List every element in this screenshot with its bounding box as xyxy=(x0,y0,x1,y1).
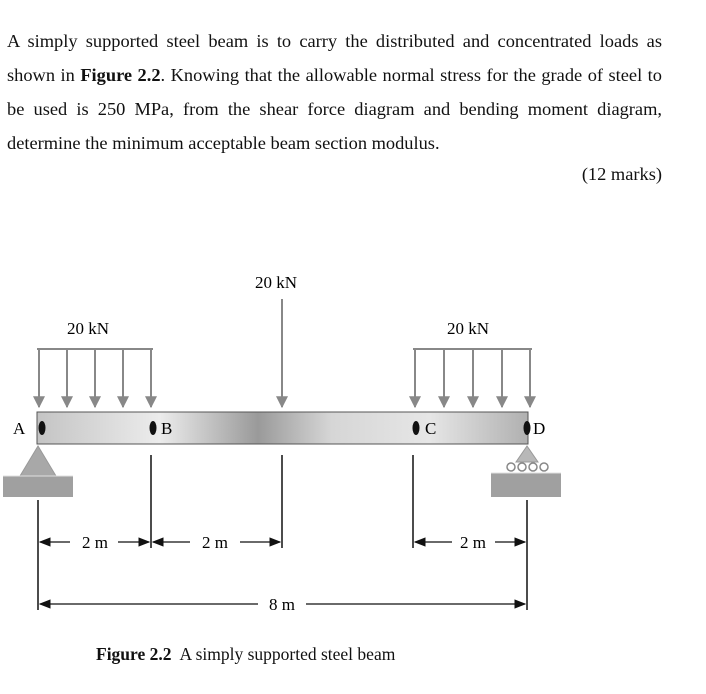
marks-label: (12 marks) xyxy=(581,164,662,184)
point-a-marker xyxy=(39,421,46,435)
problem-text-part2: . Knowing that the allowable normal stress for the grade of steel to be used is 250 MPa, from the shear force diagram and bending moment diagram, determine the minimum acceptable beam section modulus. xyxy=(7,65,662,153)
point-d-marker xyxy=(524,421,531,435)
point-c-label: C xyxy=(425,419,437,438)
point-d-label: D xyxy=(533,419,546,438)
dim-cd-label: 2 m xyxy=(460,533,486,552)
caption-text: A simply supported steel beam xyxy=(179,644,396,664)
point-a-label: A xyxy=(13,419,26,438)
problem-text-part1: A simply supported steel beam is to carry the distributed and concentrated loads as shown in xyxy=(7,31,662,85)
dimension-extension-lines xyxy=(38,455,527,610)
caption-label: Figure 2.2 xyxy=(96,644,172,664)
right-load-label: 20 kN xyxy=(446,319,490,338)
left-distributed-load xyxy=(37,349,153,407)
center-load-label: 20 kN xyxy=(254,273,298,292)
left-load-label: 20 kN xyxy=(66,319,110,338)
steel-beam xyxy=(37,412,528,444)
figure-reference: Figure 2.2 xyxy=(80,65,161,85)
figure-caption xyxy=(96,644,395,665)
point-b-marker xyxy=(150,421,157,435)
pin-support-a xyxy=(3,446,73,497)
point-c-marker xyxy=(413,421,420,435)
point-b-label: B xyxy=(161,419,173,438)
dim-ab-label: 2 m xyxy=(82,533,108,552)
right-distributed-load xyxy=(413,349,532,407)
roller-support-d xyxy=(491,446,561,497)
dim-b-mid-label: 2 m xyxy=(202,533,228,552)
dim-total-label: 8 m xyxy=(269,595,295,614)
